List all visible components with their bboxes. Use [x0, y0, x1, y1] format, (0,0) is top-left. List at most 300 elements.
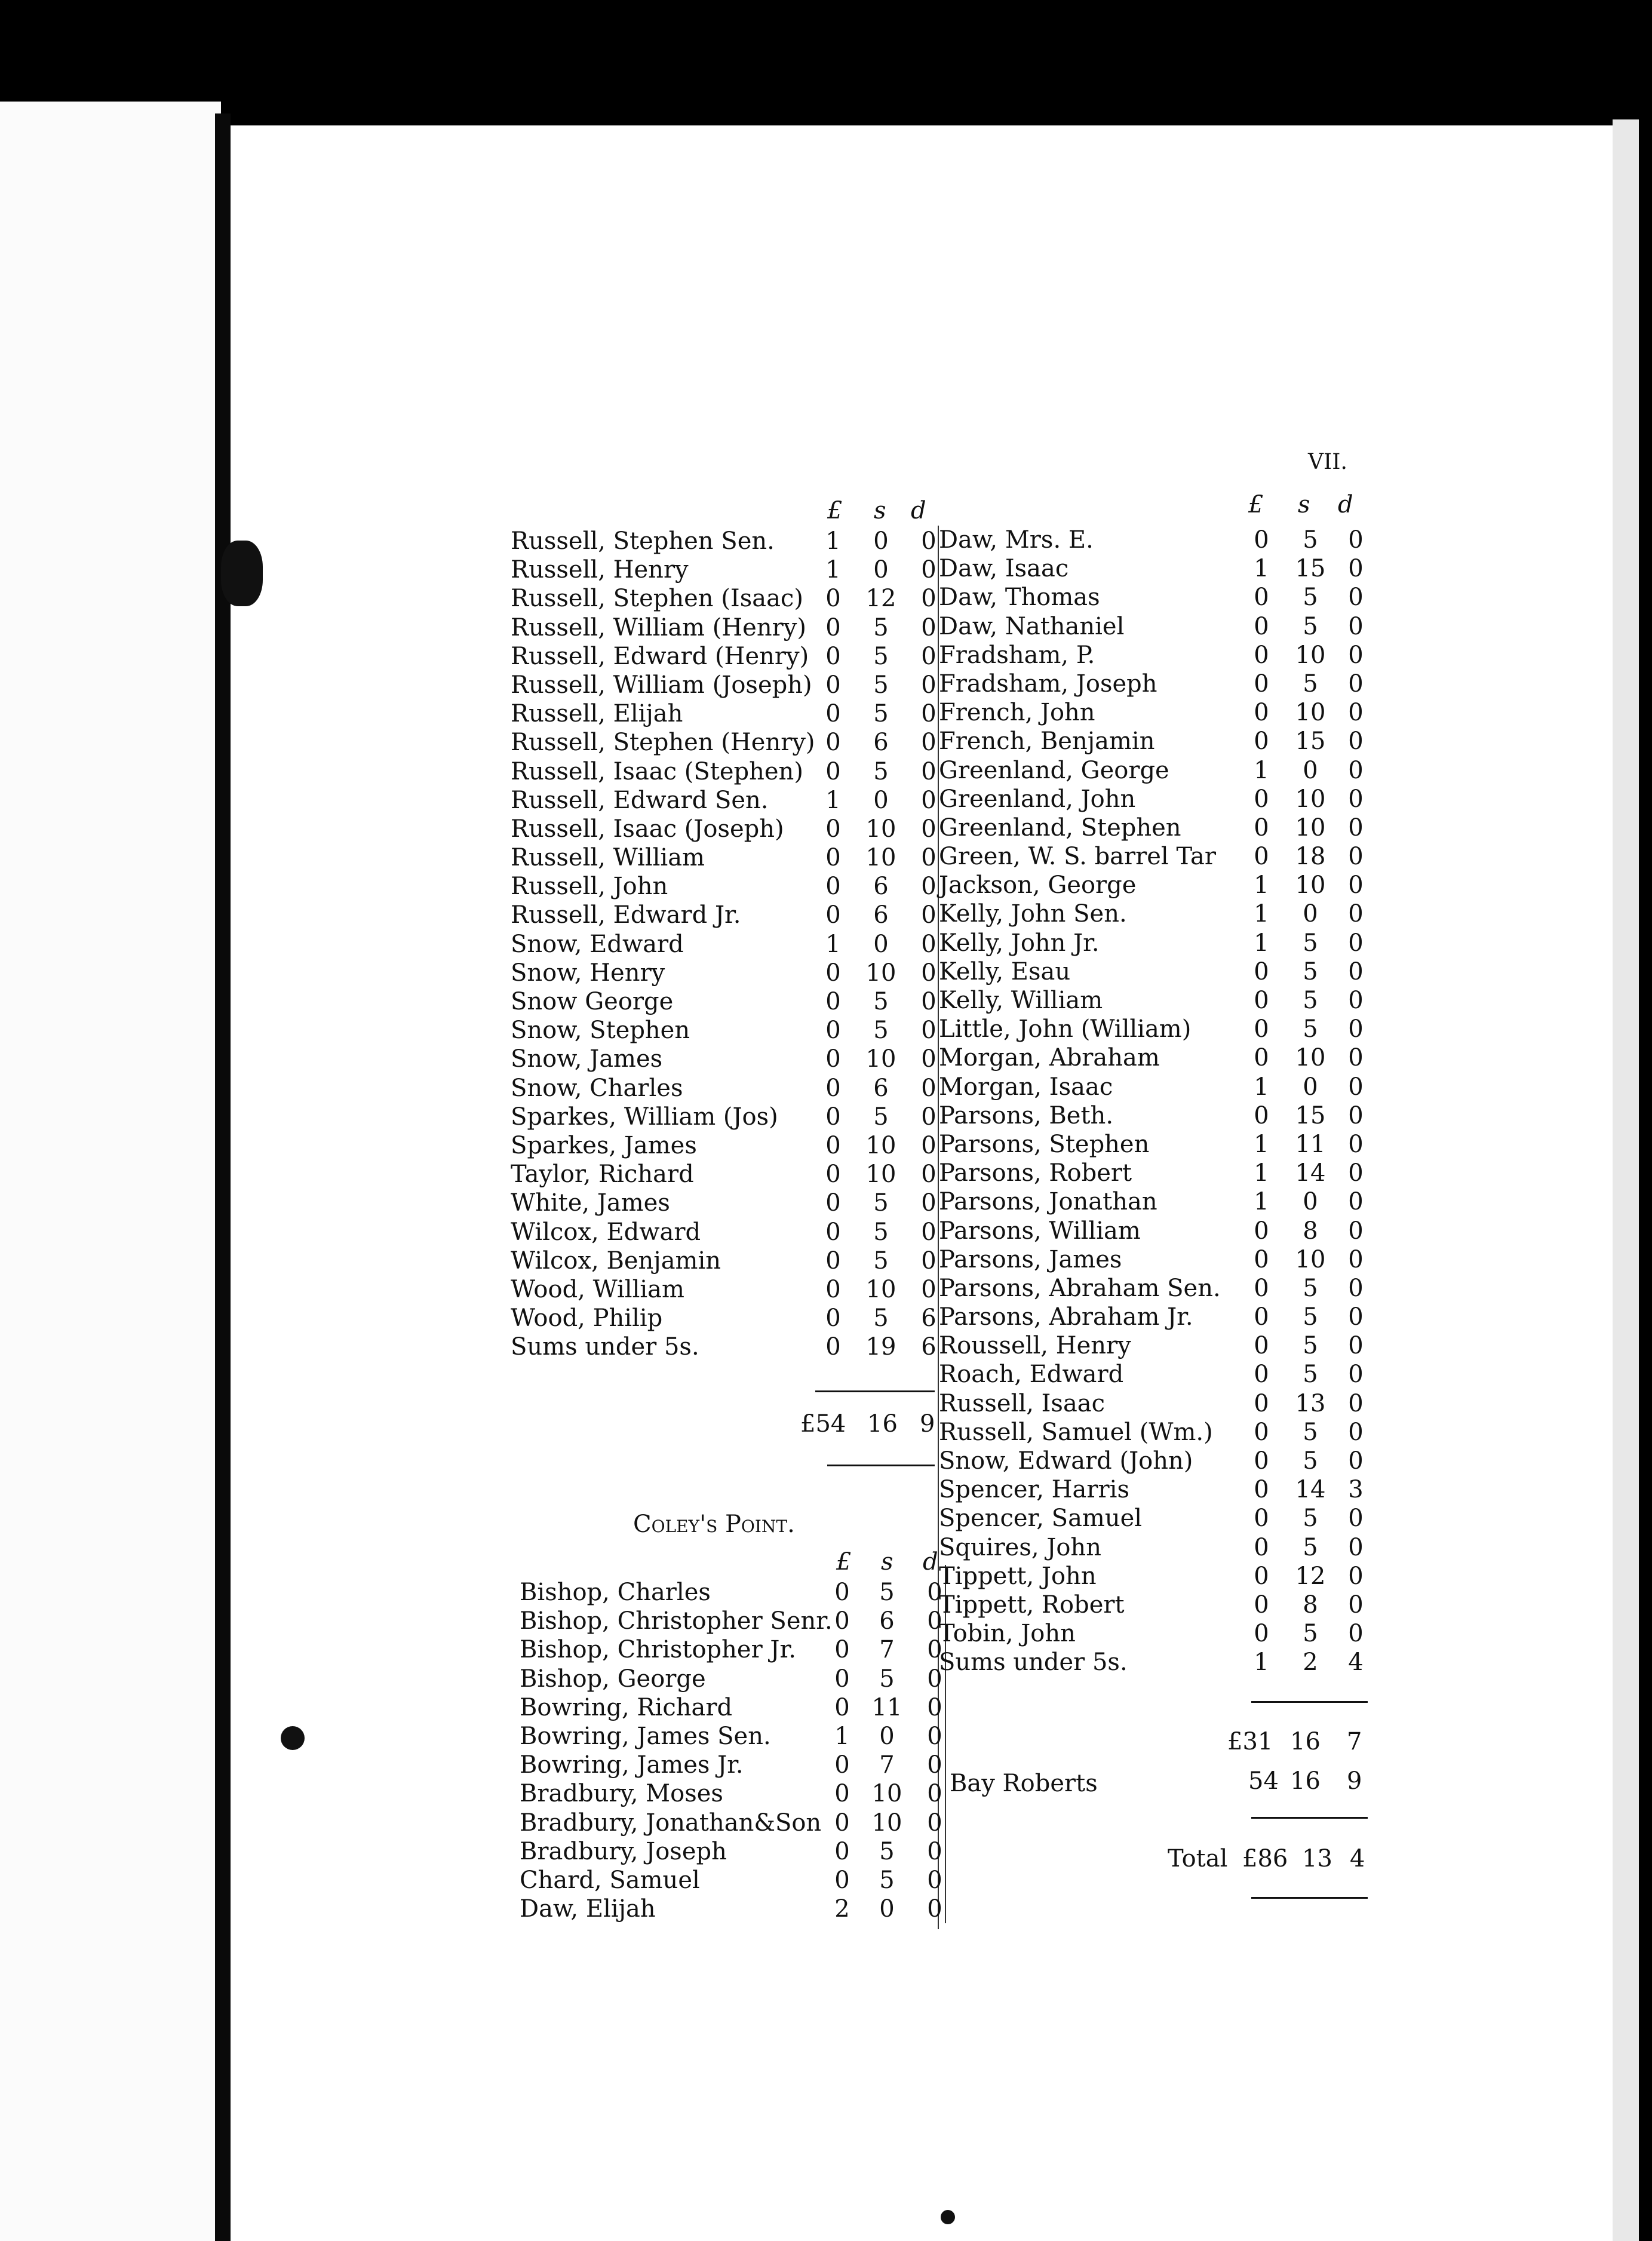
amount-shillings: 5 — [879, 1665, 895, 1693]
amount-shillings: 10 — [865, 1131, 896, 1159]
amount-pounds: 0 — [825, 1247, 841, 1275]
amount-pence: 0 — [927, 1866, 942, 1894]
amount-shillings: 10 — [1295, 641, 1326, 669]
subscriber-name: Parsons, Robert — [939, 1159, 1132, 1187]
amount-pence: 0 — [921, 844, 936, 872]
grand-total-rule-top — [1251, 1817, 1368, 1819]
subscriber-name: Russell, William (Joseph) — [511, 671, 812, 699]
grand-total-label: Total — [1168, 1845, 1228, 1872]
amount-shillings: 10 — [1295, 813, 1326, 842]
amount-shillings: 5 — [1303, 1274, 1318, 1302]
amount-pence: 0 — [921, 1103, 936, 1131]
amount-pounds: 1 — [1254, 929, 1269, 957]
subscriber-name: Parsons, William — [939, 1217, 1141, 1245]
amount-pence: 4 — [1348, 1648, 1364, 1677]
amount-pence: 0 — [1348, 1447, 1364, 1475]
amount-pence: 0 — [1348, 1073, 1364, 1101]
subscriber-name: Snow, Stephen — [511, 1017, 690, 1045]
amount-pence: 0 — [1348, 843, 1364, 871]
left-header-shillings: s — [874, 497, 886, 524]
subscriber-name: Bradbury, Joseph — [520, 1837, 727, 1865]
amount-pounds: 0 — [1254, 1505, 1269, 1533]
amount-pounds: 0 — [1254, 1245, 1269, 1273]
amount-pence: 0 — [1348, 1130, 1364, 1158]
subscriber-name: Wood, William — [511, 1275, 684, 1303]
amount-shillings: 14 — [1295, 1159, 1326, 1187]
subscriber-name: Fradsham, Joseph — [939, 670, 1157, 698]
amount-shillings: 6 — [873, 873, 889, 901]
amount-pence: 0 — [921, 1189, 936, 1217]
subscriber-name: Bishop, Christopher Senr. — [520, 1607, 833, 1635]
amount-pounds: 0 — [1254, 813, 1269, 842]
amount-pounds: 0 — [825, 757, 841, 785]
amount-pence: 0 — [921, 1218, 936, 1246]
subscriber-name: Snow, Edward — [511, 930, 684, 958]
subscriber-name: Parsons, James — [939, 1245, 1122, 1273]
amount-pounds: 0 — [1254, 699, 1269, 727]
amount-pounds: 0 — [825, 844, 841, 872]
amount-pounds: 1 — [1254, 900, 1269, 928]
amount-pounds: 0 — [825, 1131, 841, 1159]
amount-pounds: 0 — [1254, 1476, 1269, 1504]
amount-pence: 0 — [1348, 813, 1364, 842]
subscriber-name: Greenland, John — [939, 785, 1136, 813]
bay-roberts-label: Bay Roberts — [950, 1770, 1098, 1797]
amount-pence: 0 — [921, 786, 936, 814]
amount-shillings: 15 — [1295, 1101, 1326, 1129]
amount-pence: 0 — [921, 556, 936, 584]
amount-pounds: 0 — [1254, 526, 1269, 554]
left-total-rule-top — [815, 1390, 935, 1392]
subscriber-name: Wilcox, Benjamin — [511, 1247, 721, 1275]
subscriber-name: Chard, Samuel — [520, 1866, 700, 1894]
amount-shillings: 10 — [865, 815, 896, 843]
amount-pence: 3 — [1348, 1476, 1364, 1504]
amount-pounds: 0 — [825, 815, 841, 843]
amount-shillings: 5 — [1303, 1015, 1318, 1043]
amount-pounds: 0 — [825, 1161, 841, 1189]
amount-pence: 0 — [1348, 1505, 1364, 1533]
amount-pounds: 0 — [825, 1189, 841, 1217]
subscriber-name: Russell, Edward Jr. — [511, 901, 741, 929]
amount-pounds: 0 — [1254, 1332, 1269, 1360]
subscriber-name: Parsons, Jonathan — [939, 1188, 1157, 1216]
amount-shillings: 5 — [1303, 612, 1318, 640]
amount-shillings: 5 — [873, 671, 889, 699]
amount-shillings: 5 — [1303, 987, 1318, 1014]
amount-pence: 0 — [921, 700, 936, 728]
amount-pounds: 1 — [825, 527, 841, 555]
subscriber-name: Tobin, John — [939, 1620, 1076, 1648]
amount-shillings: 6 — [873, 1074, 889, 1102]
amount-pence: 0 — [1348, 1562, 1364, 1590]
amount-pence: 0 — [927, 1722, 942, 1750]
amount-pounds: 0 — [825, 1017, 841, 1045]
amount-pence: 0 — [921, 527, 936, 555]
subscriber-name: Snow, Edward (John) — [939, 1447, 1193, 1475]
amount-pounds: 0 — [1254, 670, 1269, 698]
amount-shillings: 5 — [1303, 1332, 1318, 1360]
amount-pounds: 0 — [1254, 1101, 1269, 1129]
ink-blot — [221, 541, 263, 606]
subscriber-name: Spencer, Harris — [939, 1476, 1129, 1504]
amount-shillings: 0 — [873, 527, 889, 555]
subscriber-name: Russell, Stephen (Henry) — [511, 729, 815, 757]
subscriber-name: Russell, Isaac — [939, 1389, 1106, 1417]
amount-pounds: 0 — [1254, 1447, 1269, 1475]
amount-pence: 0 — [927, 1780, 942, 1808]
amount-pounds: 0 — [1254, 1418, 1269, 1446]
amount-pounds: 0 — [1254, 1361, 1269, 1389]
amount-shillings: 8 — [1303, 1217, 1318, 1245]
right-header-pounds: £ — [1248, 491, 1264, 518]
amount-shillings: 10 — [1295, 1245, 1326, 1273]
amount-pounds: 0 — [1254, 785, 1269, 813]
right-header-shillings: s — [1298, 491, 1310, 518]
amount-shillings: 11 — [871, 1693, 902, 1721]
amount-shillings: 10 — [865, 1275, 896, 1303]
amount-pence: 0 — [927, 1579, 942, 1606]
amount-pence: 0 — [921, 585, 936, 613]
subscriber-name: Snow, Henry — [511, 959, 665, 987]
subscriber-name: French, John — [939, 699, 1095, 727]
amount-shillings: 5 — [873, 700, 889, 728]
amount-pounds: 0 — [834, 1579, 850, 1606]
subscriber-name: Greenland, Stephen — [939, 813, 1181, 842]
amount-pence: 0 — [1348, 612, 1364, 640]
amount-shillings: 15 — [1295, 727, 1326, 756]
amount-shillings: 5 — [873, 1017, 889, 1045]
subscriber-name: Sparkes, William (Jos) — [511, 1103, 778, 1131]
amount-pence: 0 — [921, 901, 936, 929]
amount-pounds: 0 — [825, 1103, 841, 1131]
subscriber-name: Sums under 5s. — [511, 1333, 699, 1361]
amount-pounds: 0 — [834, 1751, 850, 1779]
amount-pence: 0 — [1348, 670, 1364, 698]
amount-pence: 0 — [921, 815, 936, 843]
subscriber-name: Russell, Edward (Henry) — [511, 642, 809, 670]
subscriber-name: Bishop, George — [520, 1665, 706, 1693]
subscriber-name: Roach, Edward — [939, 1361, 1124, 1389]
amount-shillings: 0 — [1303, 756, 1318, 784]
amount-shillings: 11 — [1295, 1130, 1326, 1158]
amount-shillings: 5 — [873, 613, 889, 641]
subscriber-name: Sparkes, James — [511, 1131, 697, 1159]
facing-page-edge — [0, 102, 221, 2241]
amount-pence: 0 — [927, 1751, 942, 1779]
subscriber-name: Daw, Nathaniel — [939, 612, 1125, 640]
amount-pence: 0 — [1348, 1361, 1364, 1389]
amount-shillings: 5 — [1303, 1505, 1318, 1533]
amount-pounds: 0 — [1254, 1044, 1269, 1072]
amount-pounds: 0 — [1254, 1562, 1269, 1590]
amount-shillings: 0 — [879, 1895, 895, 1923]
amount-shillings: 13 — [1295, 1389, 1326, 1417]
amount-pounds: 1 — [1254, 1159, 1269, 1187]
right-subtotal-pence: 7 — [1347, 1728, 1362, 1755]
subscriber-name: Russell, Edward Sen. — [511, 786, 769, 814]
left-total-shillings: 16 — [867, 1410, 898, 1438]
subscriber-name: Kelly, William — [939, 987, 1103, 1014]
amount-shillings: 10 — [865, 959, 896, 987]
amount-pounds: 0 — [834, 1636, 850, 1664]
amount-shillings: 10 — [1295, 699, 1326, 727]
amount-shillings: 10 — [1295, 785, 1326, 813]
subscriber-name: Russell, Samuel (Wm.) — [939, 1418, 1213, 1446]
amount-pounds: 0 — [825, 700, 841, 728]
amount-pounds: 0 — [834, 1809, 850, 1837]
bay-roberts-pence: 9 — [1347, 1767, 1362, 1795]
amount-pence: 0 — [927, 1895, 942, 1923]
subscriber-name: Russell, William — [511, 844, 705, 872]
amount-pence: 0 — [921, 1045, 936, 1073]
amount-pence: 0 — [1348, 641, 1364, 669]
amount-shillings: 0 — [873, 556, 889, 584]
grand-total-shillings: 13 — [1302, 1845, 1332, 1872]
subscriber-name: Snow, James — [511, 1045, 663, 1073]
subscriber-name: Wood, Philip — [511, 1304, 663, 1333]
amount-shillings: 5 — [873, 642, 889, 670]
amount-pence: 0 — [927, 1809, 942, 1837]
amount-pence: 0 — [1348, 1332, 1364, 1360]
subscriber-name: Bradbury, Moses — [520, 1780, 723, 1808]
amount-shillings: 10 — [865, 1161, 896, 1189]
subscriber-name: Russell, William (Henry) — [511, 613, 806, 641]
amount-shillings: 0 — [873, 930, 889, 958]
amount-pence: 0 — [1348, 1389, 1364, 1417]
amount-pence: 0 — [927, 1636, 942, 1664]
subscriber-name: Parsons, Stephen — [939, 1130, 1150, 1158]
left-header-pounds: £ — [827, 497, 843, 524]
amount-pounds: 0 — [1254, 1389, 1269, 1417]
amount-shillings: 18 — [1295, 843, 1326, 871]
amount-pence: 0 — [927, 1607, 942, 1635]
grand-total-pence: 4 — [1350, 1845, 1365, 1872]
coley-header-shillings: s — [881, 1548, 893, 1576]
amount-pence: 0 — [1348, 1188, 1364, 1216]
amount-pence: 0 — [921, 1275, 936, 1303]
amount-shillings: 5 — [1303, 1447, 1318, 1475]
amount-shillings: 0 — [879, 1722, 895, 1750]
amount-pence: 0 — [1348, 756, 1364, 784]
subscriber-name: Bowring, James Jr. — [520, 1751, 744, 1779]
amount-shillings: 5 — [1303, 1533, 1318, 1561]
amount-shillings: 12 — [865, 585, 896, 613]
amount-pence: 0 — [927, 1837, 942, 1865]
amount-pounds: 0 — [1254, 843, 1269, 871]
ink-speck — [281, 1726, 305, 1750]
subscriber-name: Snow George — [511, 988, 674, 1015]
coley-header-pounds: £ — [836, 1548, 852, 1576]
amount-pounds: 0 — [1254, 1015, 1269, 1043]
amount-pence: 0 — [1348, 1015, 1364, 1043]
amount-pounds: 1 — [825, 556, 841, 584]
amount-shillings: 2 — [1303, 1648, 1318, 1677]
amount-pounds: 0 — [1254, 1274, 1269, 1302]
subscriber-name: Russell, Stephen (Isaac) — [511, 585, 803, 613]
amount-pence: 0 — [1348, 957, 1364, 986]
amount-pounds: 0 — [825, 1074, 841, 1102]
amount-pence: 6 — [921, 1304, 936, 1333]
amount-shillings: 5 — [1303, 1303, 1318, 1331]
amount-pence: 0 — [1348, 1274, 1364, 1302]
amount-pence: 0 — [1348, 1418, 1364, 1446]
amount-shillings: 10 — [865, 844, 896, 872]
subscriber-name: Bishop, Christopher Jr. — [520, 1636, 796, 1664]
amount-shillings: 5 — [1303, 957, 1318, 986]
amount-pounds: 0 — [825, 988, 841, 1015]
grand-total-rule-bottom — [1251, 1897, 1368, 1899]
subscriber-name: Daw, Mrs. E. — [939, 526, 1094, 554]
amount-pounds: 0 — [834, 1607, 850, 1635]
amount-pounds: 0 — [1254, 1591, 1269, 1619]
subscriber-name: Daw, Thomas — [939, 584, 1100, 612]
page-edge-shadow — [1613, 119, 1639, 2241]
amount-pounds: 1 — [1254, 1130, 1269, 1158]
amount-pounds: 0 — [1254, 727, 1269, 756]
amount-pounds: 1 — [1254, 1648, 1269, 1677]
amount-pounds: 1 — [1254, 1188, 1269, 1216]
amount-shillings: 6 — [873, 901, 889, 929]
amount-pounds: 0 — [825, 613, 841, 641]
coley-header-pence: d — [923, 1548, 938, 1576]
amount-pence: 0 — [921, 671, 936, 699]
book-spine — [215, 113, 231, 2241]
amount-shillings: 5 — [1303, 1620, 1318, 1648]
amount-pence: 0 — [921, 1074, 936, 1102]
amount-shillings: 10 — [871, 1809, 902, 1837]
amount-shillings: 5 — [873, 1189, 889, 1217]
subscriber-name: Kelly, John Jr. — [939, 929, 1100, 957]
amount-shillings: 12 — [1295, 1562, 1326, 1590]
amount-shillings: 5 — [1303, 929, 1318, 957]
amount-shillings: 10 — [865, 1045, 896, 1073]
amount-pounds: 0 — [825, 1045, 841, 1073]
amount-pence: 0 — [921, 1017, 936, 1045]
subscriber-name: Daw, Elijah — [520, 1895, 656, 1923]
subscriber-name: Wilcox, Edward — [511, 1218, 701, 1246]
right-header-pence: d — [1338, 491, 1353, 518]
amount-pounds: 1 — [825, 786, 841, 814]
amount-pounds: 0 — [825, 1304, 841, 1333]
subscriber-name: White, James — [511, 1189, 670, 1217]
amount-pounds: 0 — [1254, 584, 1269, 612]
amount-pence: 0 — [1348, 526, 1364, 554]
subscriber-name: Russell, Stephen Sen. — [511, 527, 775, 555]
amount-pence: 0 — [1348, 871, 1364, 900]
amount-pence: 0 — [1348, 987, 1364, 1014]
subscriber-name: Parsons, Abraham Jr. — [939, 1303, 1193, 1331]
amount-pence: 0 — [921, 613, 936, 641]
amount-shillings: 5 — [1303, 670, 1318, 698]
subscriber-name: Spencer, Samuel — [939, 1505, 1143, 1533]
amount-shillings: 5 — [873, 1304, 889, 1333]
amount-pounds: 0 — [834, 1665, 850, 1693]
bay-roberts-shillings: 16 — [1290, 1767, 1321, 1795]
amount-pence: 0 — [1348, 727, 1364, 756]
amount-pounds: 0 — [825, 671, 841, 699]
amount-pence: 0 — [921, 1161, 936, 1189]
amount-shillings: 0 — [1303, 1188, 1318, 1216]
amount-pounds: 0 — [825, 729, 841, 757]
right-subtotal-rule — [1251, 1701, 1368, 1703]
amount-pence: 0 — [1348, 1159, 1364, 1187]
amount-pounds: 1 — [1254, 1073, 1269, 1101]
subscriber-name: Bowring, James Sen. — [520, 1722, 771, 1750]
grand-total-pounds: £86 — [1242, 1845, 1288, 1872]
amount-shillings: 5 — [1303, 584, 1318, 612]
amount-pence: 0 — [1348, 584, 1364, 612]
amount-shillings: 5 — [879, 1579, 895, 1606]
amount-pounds: 0 — [834, 1866, 850, 1894]
amount-pence: 0 — [921, 642, 936, 670]
amount-shillings: 14 — [1295, 1476, 1326, 1504]
subscriber-name: Russell, Elijah — [511, 700, 683, 728]
amount-pounds: 0 — [825, 873, 841, 901]
amount-pence: 0 — [921, 1247, 936, 1275]
amount-pounds: 1 — [1254, 871, 1269, 900]
subscriber-name: French, Benjamin — [939, 727, 1155, 756]
subscriber-name: Russell, John — [511, 873, 668, 901]
subscriber-name: Russell, Henry — [511, 556, 689, 584]
amount-shillings: 0 — [873, 786, 889, 814]
amount-pounds: 0 — [1254, 1620, 1269, 1648]
subscriber-name: Morgan, Abraham — [939, 1044, 1160, 1072]
amount-pounds: 1 — [1254, 756, 1269, 784]
subscriber-name: Morgan, Isaac — [939, 1073, 1113, 1101]
subscriber-name: Bishop, Charles — [520, 1579, 711, 1606]
amount-pounds: 2 — [834, 1895, 850, 1923]
amount-pounds: 1 — [825, 930, 841, 958]
amount-pence: 0 — [1348, 555, 1364, 583]
amount-pence: 0 — [1348, 699, 1364, 727]
amount-pounds: 0 — [825, 959, 841, 987]
left-total-pence: 9 — [920, 1410, 935, 1438]
amount-shillings: 5 — [873, 1247, 889, 1275]
amount-pounds: 0 — [1254, 957, 1269, 986]
amount-pence: 0 — [1348, 900, 1364, 928]
amount-pounds: 0 — [1254, 987, 1269, 1014]
amount-pounds: 0 — [1254, 1533, 1269, 1561]
amount-pence: 6 — [921, 1333, 936, 1361]
amount-shillings: 5 — [873, 1218, 889, 1246]
amount-pence: 0 — [1348, 1620, 1364, 1648]
amount-pounds: 0 — [1254, 1217, 1269, 1245]
subscriber-name: Jackson, George — [939, 871, 1137, 900]
subscriber-name: Greenland, George — [939, 756, 1169, 784]
amount-shillings: 6 — [879, 1607, 895, 1635]
subscriber-name: Snow, Charles — [511, 1074, 683, 1102]
amount-shillings: 10 — [1295, 871, 1326, 900]
coleys-point-heading: Coley's Point. — [633, 1511, 795, 1538]
amount-pence: 0 — [921, 1131, 936, 1159]
amount-pounds: 0 — [1254, 1303, 1269, 1331]
amount-shillings: 8 — [1303, 1591, 1318, 1619]
amount-pence: 0 — [1348, 1101, 1364, 1129]
amount-pence: 0 — [921, 729, 936, 757]
amount-shillings: 5 — [873, 988, 889, 1015]
right-subtotal-pounds: £31 — [1227, 1728, 1273, 1755]
amount-pounds: 0 — [825, 1333, 841, 1361]
subscriber-name: Russell, Isaac (Joseph) — [511, 815, 784, 843]
amount-pence: 0 — [1348, 1245, 1364, 1273]
subscriber-name: Bowring, Richard — [520, 1693, 733, 1721]
amount-pence: 0 — [921, 959, 936, 987]
amount-shillings: 6 — [873, 729, 889, 757]
amount-pence: 0 — [921, 988, 936, 1015]
amount-shillings: 0 — [1303, 900, 1318, 928]
amount-pounds: 0 — [1254, 612, 1269, 640]
